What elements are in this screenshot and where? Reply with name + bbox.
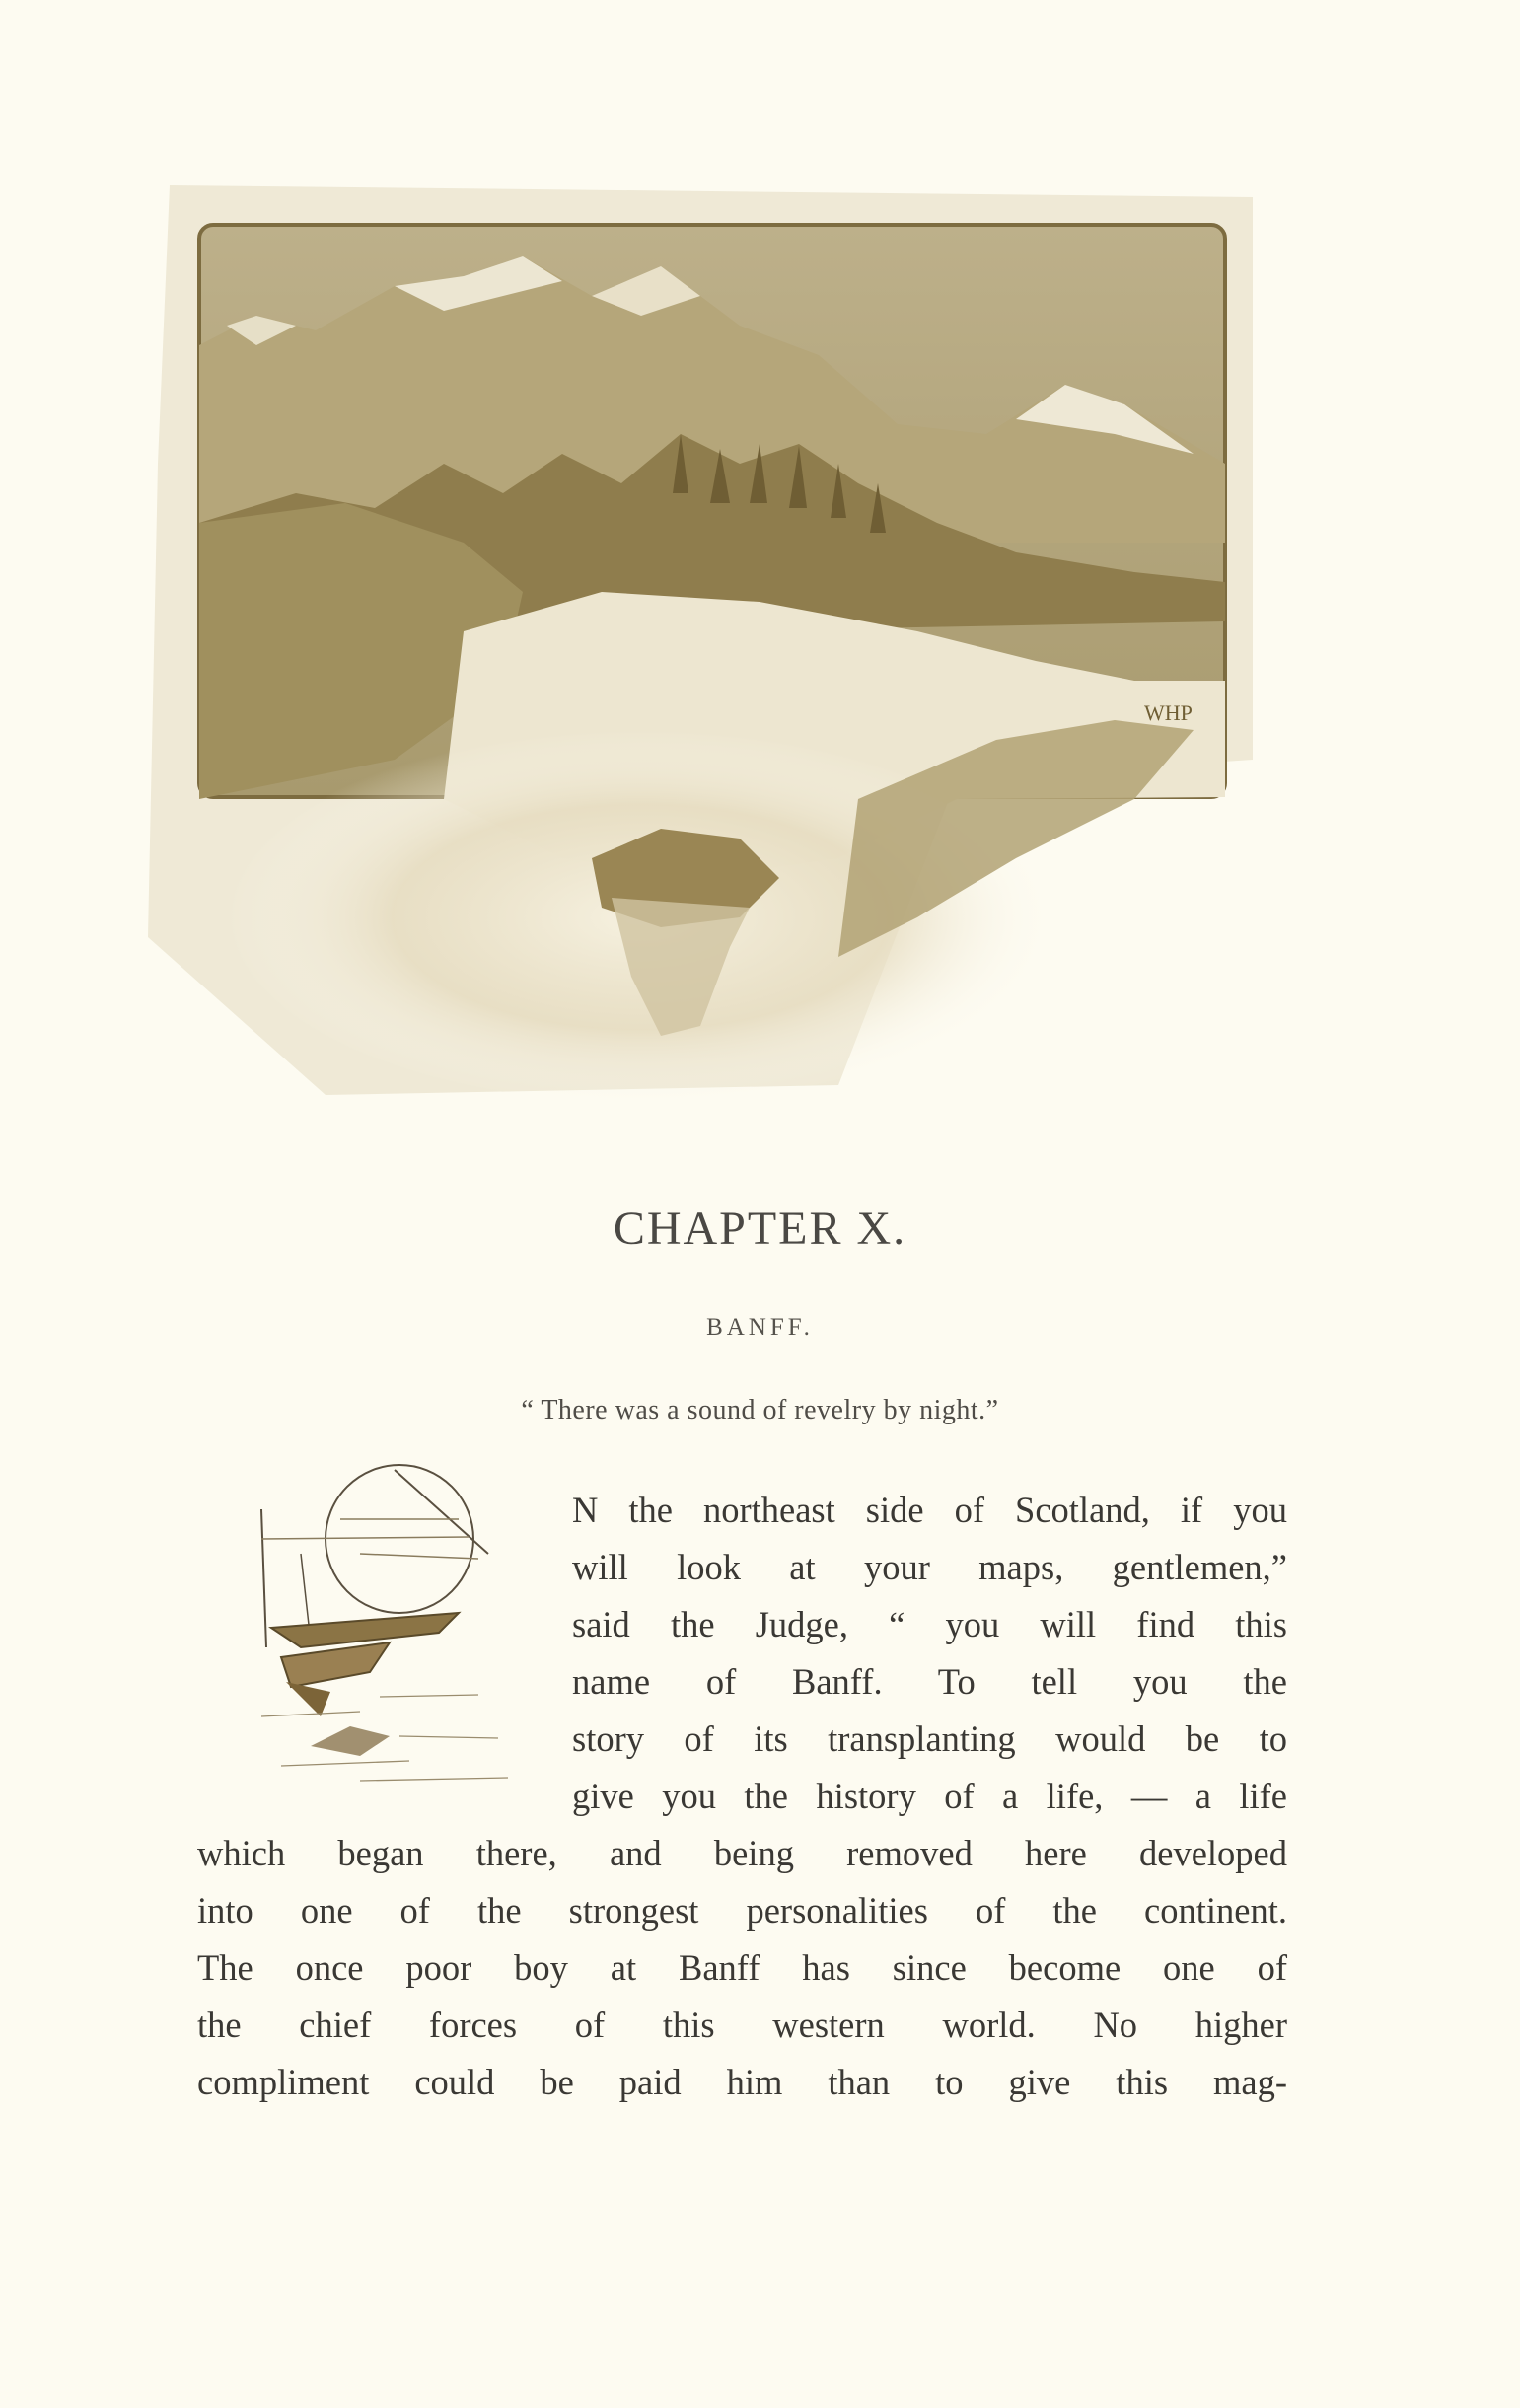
chapter-subtitle: BANFF.	[706, 1314, 814, 1341]
body-line-6: give you the history of a life, — a life	[572, 1776, 1287, 1816]
chapter-title: CHAPTER X.	[613, 1203, 907, 1255]
body-line-1: N the northeast side of Scotland, if you	[572, 1490, 1287, 1530]
drop-cap-vignette	[242, 1460, 538, 1800]
body-line-8: into one of the strongest personalities of the continent.	[197, 1890, 1287, 1931]
waterfall-mountain-illustration	[148, 168, 1272, 1115]
body-line-9: The once poor boy at Banff has since become one of	[197, 1947, 1287, 1988]
body-line-7: which began there, and being removed here developed	[197, 1833, 1287, 1873]
body-line-3: said the Judge, “ you will find this	[572, 1604, 1287, 1644]
body-line-5: story of its transplanting would be to	[572, 1718, 1287, 1759]
body-line-2: will look at your maps, gentlemen,”	[572, 1547, 1287, 1587]
boats-initial-illustration	[242, 1460, 538, 1800]
body-line-10: the chief forces of this western world. No higher	[197, 2005, 1287, 2045]
body-line-11: compliment could be paid him than to give this mag-	[197, 2062, 1287, 2102]
epigraph: “ There was a sound of revelry by night.”	[521, 1395, 999, 1425]
body-line-4: name of Banff. To tell you the	[572, 1661, 1287, 1702]
svg-text:WHP: WHP	[1144, 700, 1193, 725]
chapter-illustration	[148, 168, 1272, 1115]
